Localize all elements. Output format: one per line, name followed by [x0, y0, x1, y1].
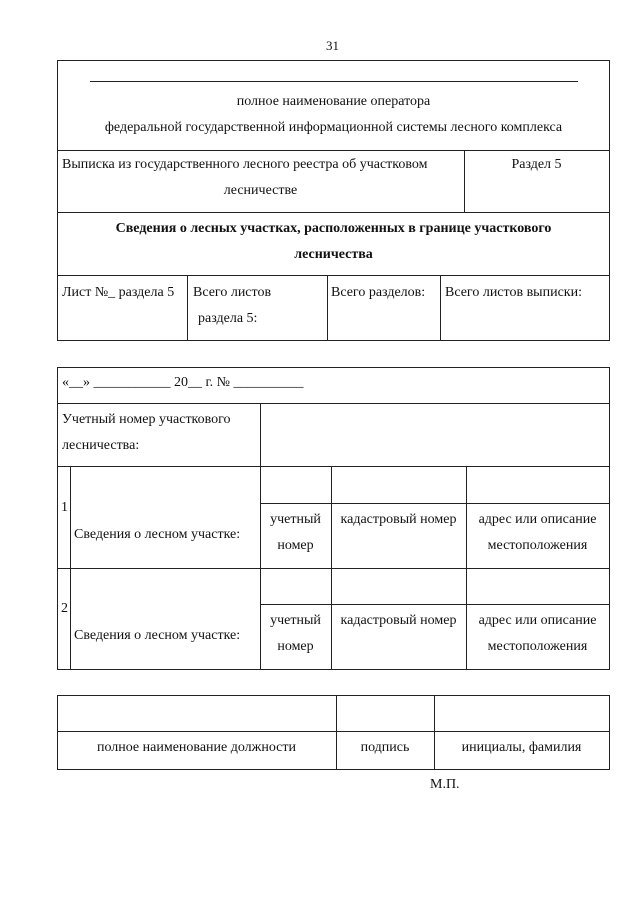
- total-sections: Всего разделов:: [331, 285, 426, 300]
- plot-address-label-line2: местоположения: [487, 639, 588, 654]
- extract-title-line2: лесничестве: [223, 183, 298, 198]
- plot-account-number-label-line2: номер: [277, 538, 314, 553]
- plot-index: 2: [61, 601, 68, 616]
- plot-label: Сведения о лесном участке:: [74, 527, 241, 542]
- plot-address-label-line2: местоположения: [487, 538, 588, 553]
- operator-caption-line1: полное наименование оператора: [236, 94, 431, 109]
- operator-name-line: [90, 81, 578, 82]
- plot-cadastral-label: кадастровый номер: [340, 613, 457, 628]
- stamp-label: М.П.: [430, 777, 460, 792]
- page-number: 31: [326, 38, 339, 53]
- name-caption: инициалы, фамилия: [461, 740, 582, 755]
- plot-index: 1: [61, 500, 68, 515]
- total-section-sheets-line1: Всего листов: [193, 285, 272, 300]
- signature-caption: подпись: [360, 740, 410, 755]
- heading-line1: Сведения о лесных участках, расположенных в границе участкового: [115, 221, 552, 236]
- plot-address-label-line1: адрес или описание: [478, 613, 597, 628]
- total-extract-sheets: Всего листов выписки:: [445, 285, 582, 300]
- total-section-sheets-line2: раздела 5:: [198, 311, 258, 326]
- date-number-line: «__» ___________ 20__ г. № __________: [62, 375, 304, 390]
- position-caption: полное наименование должности: [96, 740, 297, 755]
- plot-account-number-label-line1: учетный: [270, 512, 321, 527]
- section-label: Раздел 5: [511, 157, 562, 172]
- forestry-number-label-line2: лесничества:: [62, 438, 140, 453]
- plot-address-label-line1: адрес или описание: [478, 512, 597, 527]
- plot-account-number-label-line1: учетный: [270, 613, 321, 628]
- plot-cadastral-label: кадастровый номер: [340, 512, 457, 527]
- heading-line2: лесничества: [294, 247, 373, 262]
- plot-label: Сведения о лесном участке:: [74, 628, 241, 643]
- extract-title-line1: Выписка из государственного лесного реестра об участковом: [62, 157, 428, 172]
- sheet-number: Лист №_ раздела 5: [62, 285, 175, 300]
- operator-caption-line2: федеральной государственной информационной системы лесного комплекса: [104, 120, 563, 135]
- plot-account-number-label-line2: номер: [277, 639, 314, 654]
- forestry-number-label-line1: Учетный номер участкового: [62, 412, 231, 427]
